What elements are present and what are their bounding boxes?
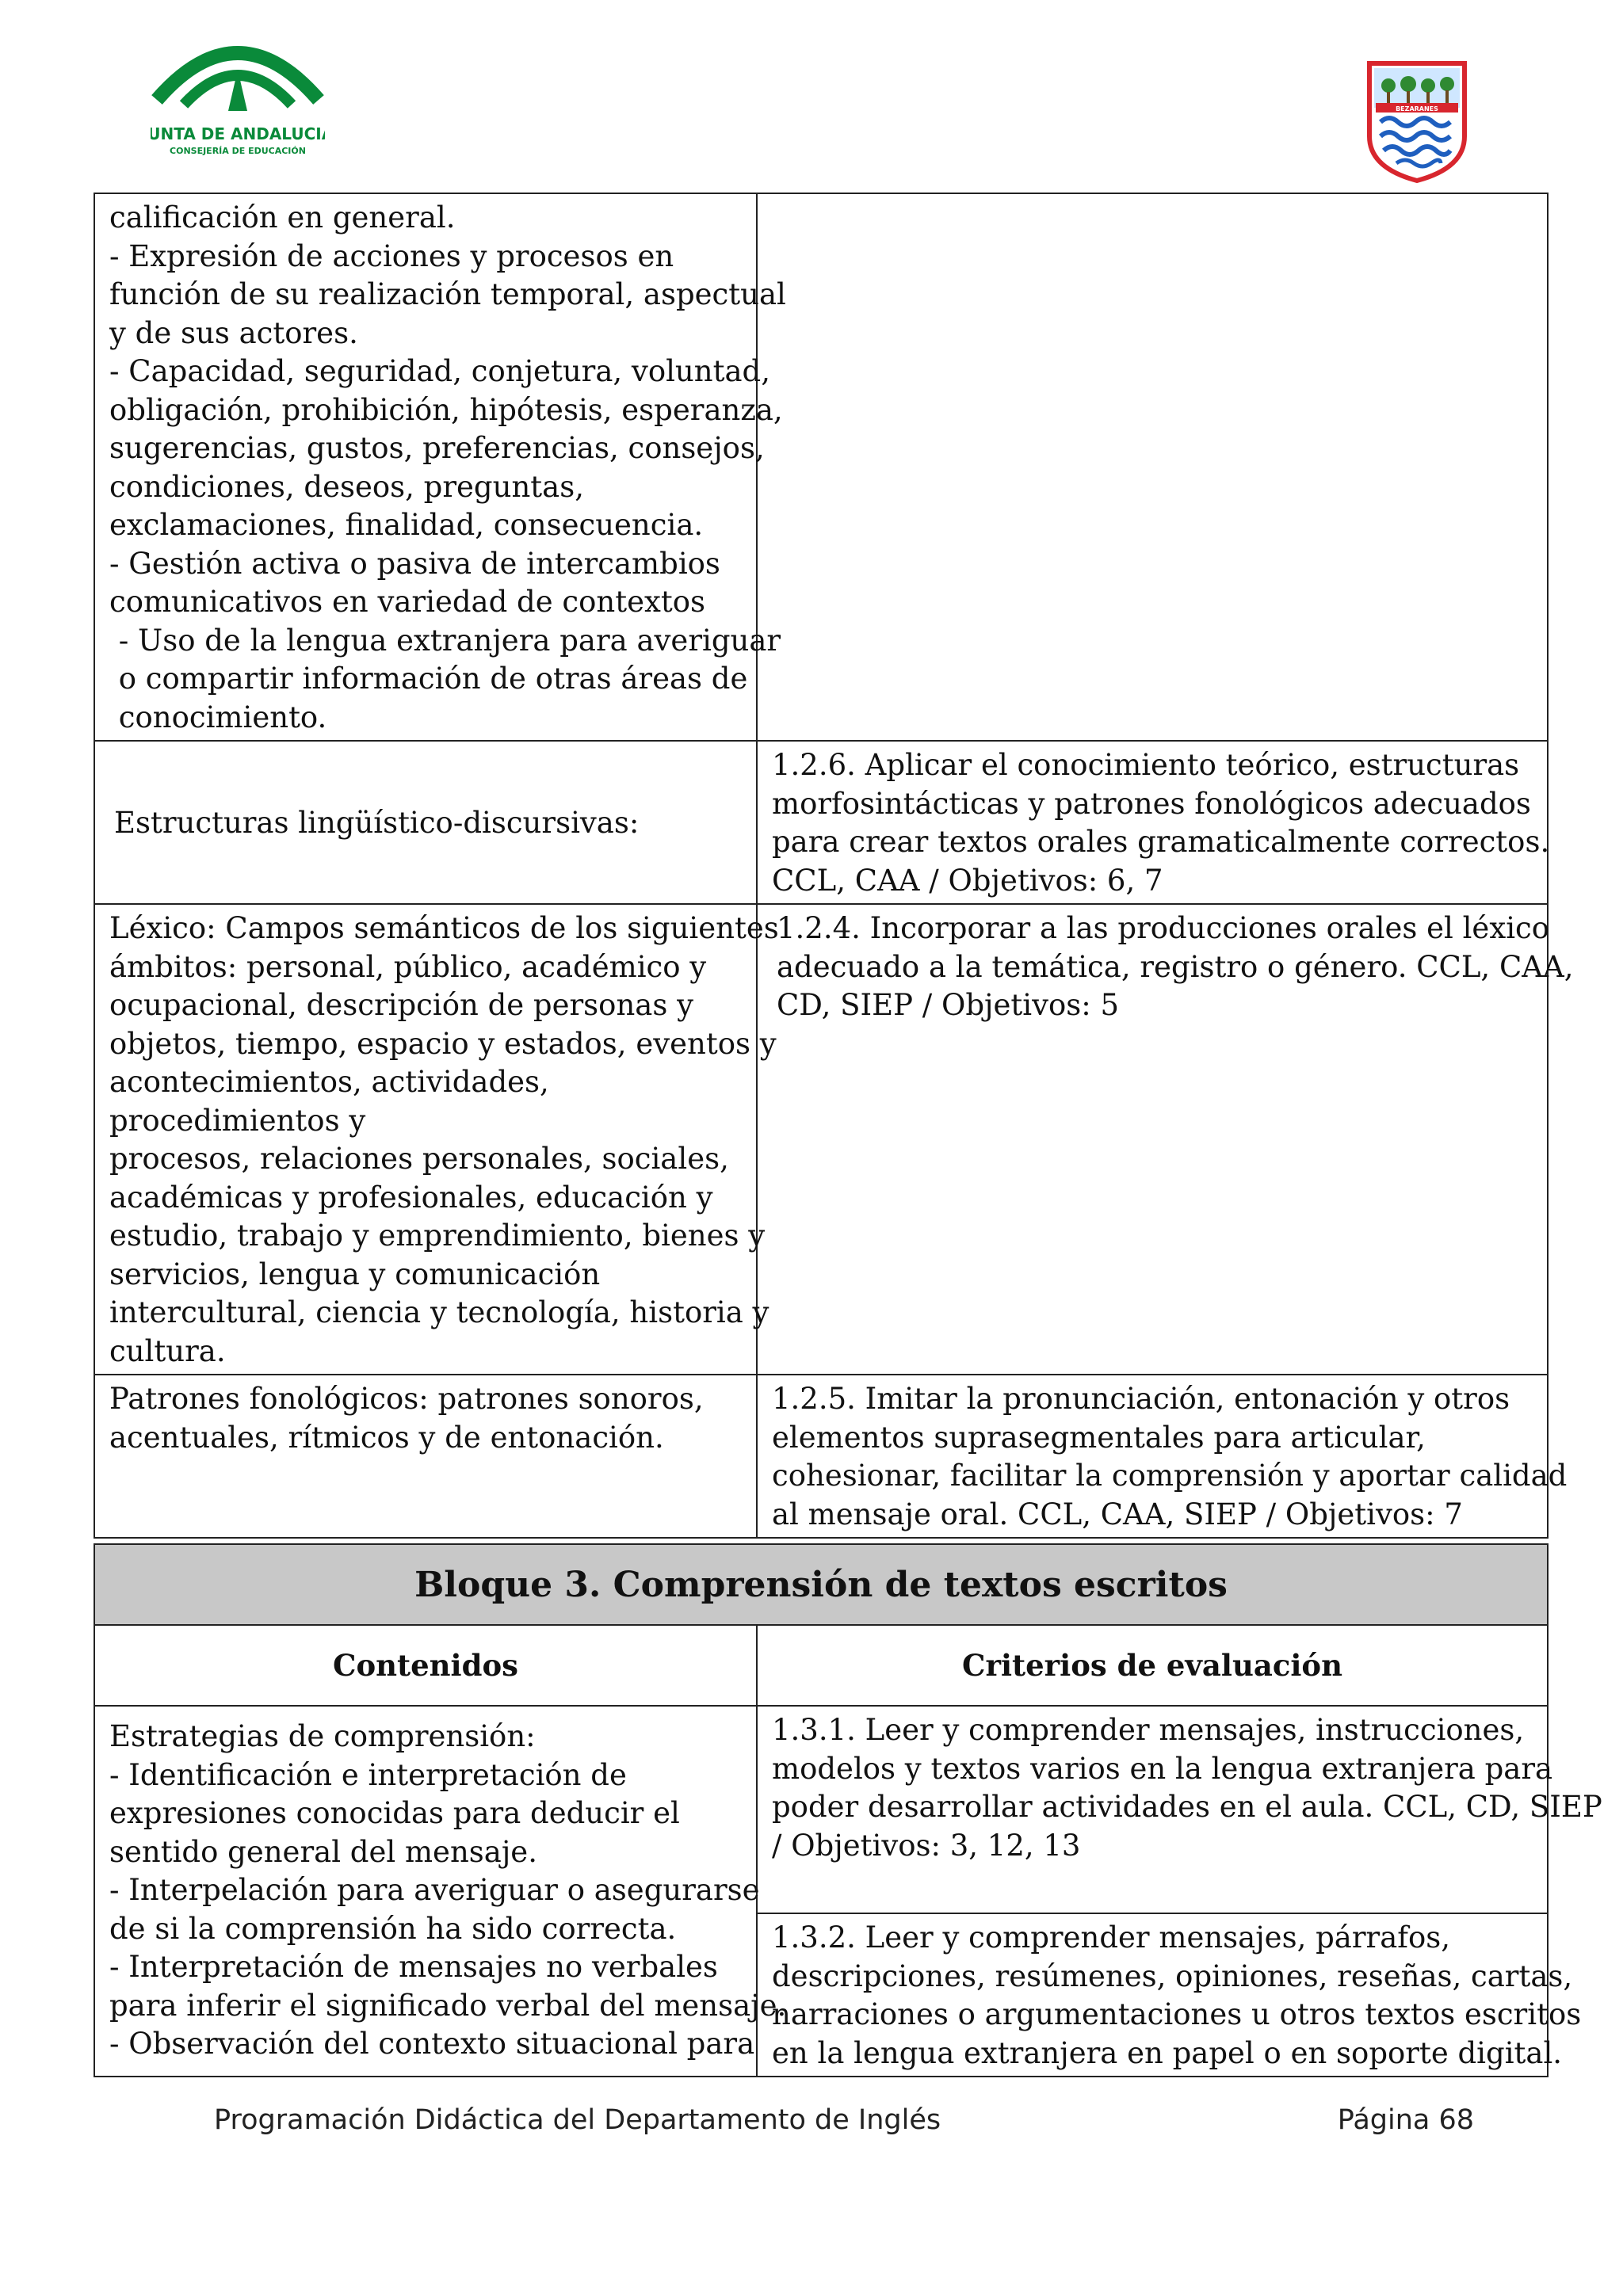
text-line: cultura. [109, 1333, 226, 1368]
text-line: exclamaciones, finalidad, consecuencia. [109, 508, 704, 542]
text-line: Estrategias de comprensión: [109, 1719, 536, 1753]
text-line: - Capacidad, seguridad, conjetura, voluntad, [109, 354, 770, 388]
contents-cell [94, 1375, 757, 1538]
text-line: en la lengua extranjera en papel o en soporte digital. [772, 2035, 1563, 2070]
text-line: intercultural, ciencia y tecnología, historia y [109, 1295, 769, 1329]
text-line: calificación en general. [109, 200, 456, 235]
contents-cell [94, 904, 779, 1375]
text-line: - Interpelación para averiguar o asegurarse [109, 1873, 760, 1907]
table-row [94, 1706, 1548, 1913]
block-title: Bloque 3. Comprensión de textos escritos [94, 1544, 1548, 1625]
table-row [94, 1375, 1548, 1538]
text-line: - Expresión de acciones y procesos en [109, 238, 674, 273]
text-line: acentuales, rítmicos y de entonación. [109, 1420, 664, 1455]
column-header-contents: Contenidos [94, 1625, 757, 1706]
text-line: descripciones, resúmenes, opiniones, reseñas, cartas, [772, 1958, 1573, 1993]
criteria-cell [757, 741, 1548, 904]
table-row [94, 1625, 1548, 1706]
text-line: 1.3.2. Leer y comprender mensajes, párrafos, [772, 1920, 1450, 1955]
text-line: Patrones fonológicos: patrones sonoros, [109, 1382, 704, 1416]
text-line: adecuado a la temática, registro o género. CCL, CAA, [777, 949, 1574, 984]
text-line: Estructuras lingüístico-discursivas: [114, 805, 640, 840]
criteria-cell-empty [757, 193, 1548, 741]
block-3-table [94, 1543, 1602, 2077]
page-footer [214, 2104, 1474, 2136]
text-line: - Gestión activa o pasiva de intercambios [109, 546, 720, 581]
text-line: estudio, trabajo y emprendimiento, bienes y [109, 1219, 766, 1253]
text-line: sentido general del mensaje. [109, 1834, 537, 1869]
criteria-cell [757, 1375, 1568, 1538]
text-line: narraciones o argumentaciones u otros textos escritos [772, 1997, 1582, 2031]
text-line: - Observación del contexto situacional para [109, 2027, 755, 2061]
text-line: procedimientos y [109, 1103, 366, 1138]
criteria-cell [757, 1706, 1602, 1913]
text-line: procesos, relaciones personales, sociales, [109, 1142, 729, 1176]
table-row [94, 904, 1548, 1375]
table-row [94, 193, 1548, 741]
text-line: ocupacional, descripción de personas y [109, 988, 693, 1022]
text-line: poder desarrollar actividades en el aula. CCL, CD, SIEP [772, 1790, 1602, 1824]
text-line: comunicativos en variedad de contextos [109, 585, 705, 619]
text-line: para crear textos orales gramaticalmente correctos. [772, 825, 1550, 859]
footer-document-title: Programación Didáctica del Departamento de Inglés [214, 2104, 941, 2136]
text-line: obligación, prohibición, hipótesis, esperanza, [109, 392, 783, 427]
logo-title: JUNTA DE ANDALUCIA [151, 124, 325, 143]
text-line: sugerencias, gustos, preferencias, consejos, [109, 431, 765, 465]
text-line: o compartir información de otras áreas de [109, 662, 748, 696]
text-line: expresiones conocidas para deducir el [109, 1796, 680, 1830]
criteria-cell [757, 904, 1574, 1375]
column-header-criteria: Criterios de evaluación [757, 1625, 1548, 1706]
logo-subtitle: CONSEJERÍA DE EDUCACIÓN [170, 146, 306, 156]
text-line: / Objetivos: 3, 12, 13 [772, 1828, 1081, 1863]
text-line: CCL, CAA / Objetivos: 6, 7 [772, 863, 1163, 898]
criteria-cell [757, 1913, 1582, 2077]
block-2-table-continuation [94, 193, 1574, 1539]
text-line: objetos, tiempo, espacio y estados, eventos y [109, 1026, 777, 1061]
table-row [94, 1544, 1548, 1625]
text-line: acontecimientos, actividades, [109, 1065, 549, 1099]
crest-label: BEZARANES [1396, 105, 1438, 113]
text-line: 1.2.6. Aplicar el conocimiento teórico, estructuras [772, 748, 1520, 782]
text-line: función de su realización temporal, aspectual [109, 277, 786, 311]
text-line: para inferir el significado verbal del mensaje. [109, 1988, 787, 2023]
contents-cell [94, 741, 757, 904]
text-line: de si la comprensión ha sido correcta. [109, 1911, 677, 1946]
text-line: conocimiento. [109, 700, 327, 734]
text-line: condiciones, deseos, preguntas, [109, 469, 584, 504]
contents-cell [94, 1706, 787, 2077]
page-number: Página 68 [1337, 2104, 1474, 2136]
text-line: - Interpretación de mensajes no verbales [109, 1950, 718, 1984]
text-line: 1.2.4. Incorporar a las producciones orales el léxico [777, 911, 1550, 945]
text-line: al mensaje oral. CCL, CAA, SIEP / Objetivos: 7 [772, 1497, 1463, 1531]
table-row [94, 741, 1548, 904]
text-line: morfosintácticas y patrones fonológicos adecuados [772, 786, 1531, 821]
text-line: 1.3.1. Leer y comprender mensajes, instrucciones, [772, 1713, 1525, 1747]
text-line: elementos suprasegmentales para articular, [772, 1420, 1426, 1455]
text-line: - Uso de la lengua extranjera para averiguar [109, 623, 781, 658]
text-line: académicas y profesionales, educación y [109, 1180, 713, 1215]
text-line: - Identificación e interpretación de [109, 1757, 627, 1792]
text-line: y de sus actores. [109, 315, 358, 350]
text-line: 1.2.5. Imitar la pronunciación, entonación y otros [772, 1382, 1510, 1416]
text-line: cohesionar, facilitar la comprensión y aportar calidad [772, 1459, 1568, 1493]
text-line: servicios, lengua y comunicación [109, 1257, 601, 1291]
school-crest-logo [1365, 57, 1469, 184]
contents-cell [94, 193, 786, 741]
junta-de-andalucia-logo [151, 22, 325, 165]
text-line: modelos y textos varios en la lengua extranjera para [772, 1751, 1553, 1786]
text-line: Léxico: Campos semánticos de los siguientes [109, 911, 779, 945]
text-line: ámbitos: personal, público, académico y [109, 949, 707, 984]
text-line: CD, SIEP / Objetivos: 5 [777, 988, 1120, 1022]
